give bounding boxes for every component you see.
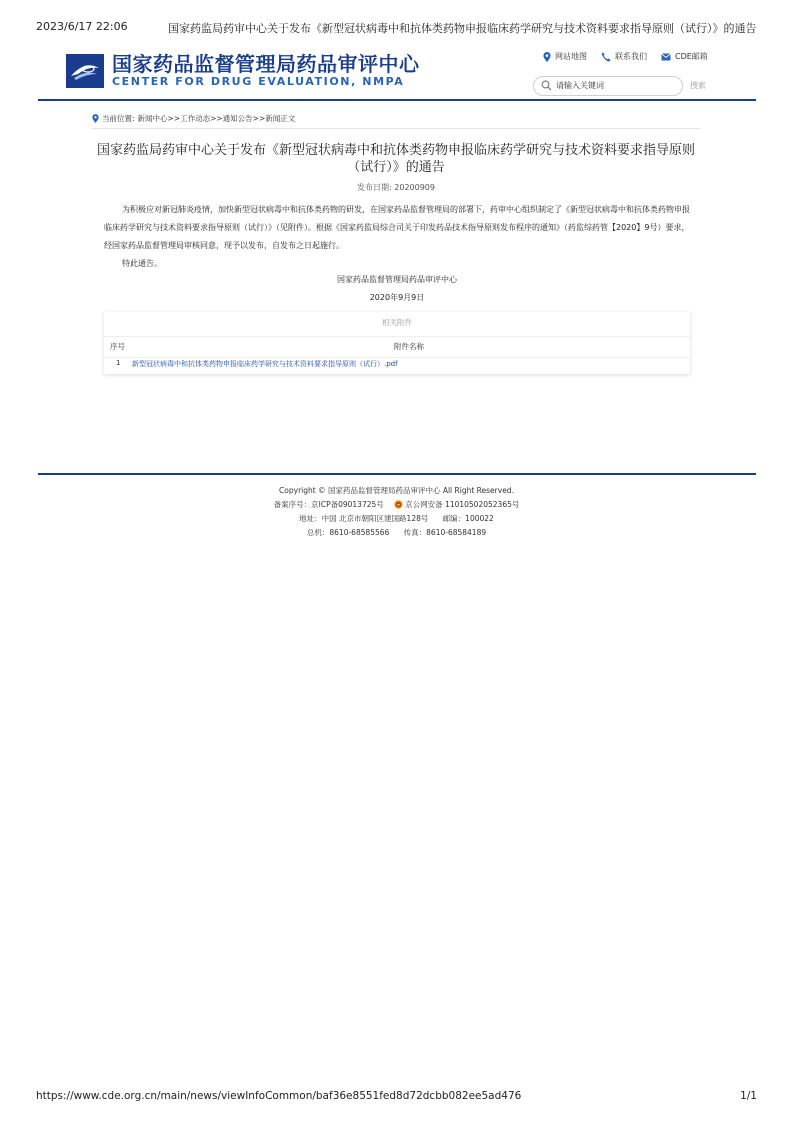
breadcrumb-label: 当前位置: <box>102 114 135 123</box>
sitemap-link[interactable] <box>543 51 587 62</box>
print-datetime: 2023/6/17 22:06 <box>36 20 128 33</box>
footer-copyright: Copyright © 国家药品监督管理局药品审评中心 All Right Reserved. <box>279 486 514 495</box>
breadcrumb <box>92 113 295 124</box>
col-number-header: 序号 <box>110 342 125 351</box>
col-name-header: 附件名称 <box>394 342 424 351</box>
sitemap-label: 网站地图 <box>555 52 587 61</box>
site-name-cn: 国家药品监督管理局药品审评中心 <box>112 52 420 76</box>
print-page-title: 国家药监局药审中心关于发布《新型冠状病毒中和抗体类药物申报临床药学研究与技术资料要求指导原则（试行）》的通告 <box>168 22 757 35</box>
footer-postcode: 邮编：100022 <box>442 514 494 523</box>
attachment-number: 1 <box>116 359 121 367</box>
publish-date <box>96 182 696 193</box>
footer-icp[interactable]: 备案序号：京ICP备09013725号 <box>273 500 384 509</box>
article-signature: 国家药品监督管理局药品审评中心 <box>337 275 457 284</box>
footer-phone: 总机：8610-68585566 <box>306 528 390 537</box>
cde-mail-link[interactable] <box>661 51 708 62</box>
footer-registration <box>0 499 793 511</box>
mail-icon <box>661 53 671 61</box>
print-url: https://www.cde.org.cn/main/news/viewInfoCommon/baf36e8551fed8d72dcbb082ee5ad476 <box>36 1090 522 1102</box>
map-pin-icon <box>543 52 551 62</box>
police-emblem-icon <box>394 500 403 511</box>
attachment-link[interactable]: 新型冠状病毒中和抗体类药物申报临床药学研究与技术资料要求指导原则（试行）.pdf <box>132 360 398 368</box>
phone-icon <box>601 52 611 62</box>
top-links <box>543 51 708 62</box>
attachments-header-row <box>104 336 690 358</box>
article-sign-date: 2020年9月9日 <box>369 293 425 302</box>
article-paragraph: 为积极应对新冠肺炎疫情，加快新型冠状病毒中和抗体类药物的研发，在国家药品监督管理局的部署下，药审中心组织制定了《新型冠状病毒中和抗体类药物申报临床药学研究与技术资料要求指导原则（试行）》（见附件）。根据《国家药监局综合司关于印发药品技术指导原则发布程序的通知》（药监综药管【2020】9号）要求，经国家药品监督管理局审核同意，现予以发布，自发布之日起施行。 <box>104 205 690 250</box>
search-box <box>533 76 683 96</box>
location-icon <box>92 114 99 123</box>
article-title: 国家药监局药审中心关于发布《新型冠状病毒中和抗体类药物申报临床药学研究与技术资料要求指导原则（试行）》的通告 <box>96 143 695 175</box>
footer-contact-line <box>0 527 793 538</box>
footer-address-line <box>0 513 793 524</box>
cde-mail-label: CDE邮箱 <box>675 52 708 61</box>
article-body <box>104 201 690 273</box>
attachments-panel <box>104 312 690 374</box>
attachments-heading: 相关附件 <box>382 318 412 327</box>
site-name-en: CENTER FOR DRUG EVALUATION, NMPA <box>112 75 405 88</box>
contact-label: 联系我们 <box>615 52 647 61</box>
footer-divider <box>38 473 756 475</box>
breadcrumb-path[interactable]: 新闻中心>>工作动态>>通知公告>>新闻正文 <box>137 114 296 123</box>
publish-date-label: 发布日期: <box>357 183 392 192</box>
contact-link[interactable] <box>601 51 647 62</box>
search-input[interactable] <box>556 78 676 92</box>
cde-logo-icon[interactable] <box>66 54 104 88</box>
footer-fax: 传真：8610-68584189 <box>403 528 487 537</box>
article-paragraph: 特此通告。 <box>122 259 162 268</box>
breadcrumb-divider <box>92 128 700 129</box>
publish-date-value: 20200909 <box>394 183 435 192</box>
header-divider <box>38 99 756 101</box>
footer-address: 地址：中国 北京市朝阳区建国路128号 <box>299 514 429 523</box>
search-button[interactable]: 搜索 <box>690 81 706 90</box>
print-page-number: 1/1 <box>740 1090 757 1102</box>
footer-police-record[interactable]: 京公网安备 11010502052365号 <box>405 500 520 509</box>
search-icon <box>541 80 552 91</box>
